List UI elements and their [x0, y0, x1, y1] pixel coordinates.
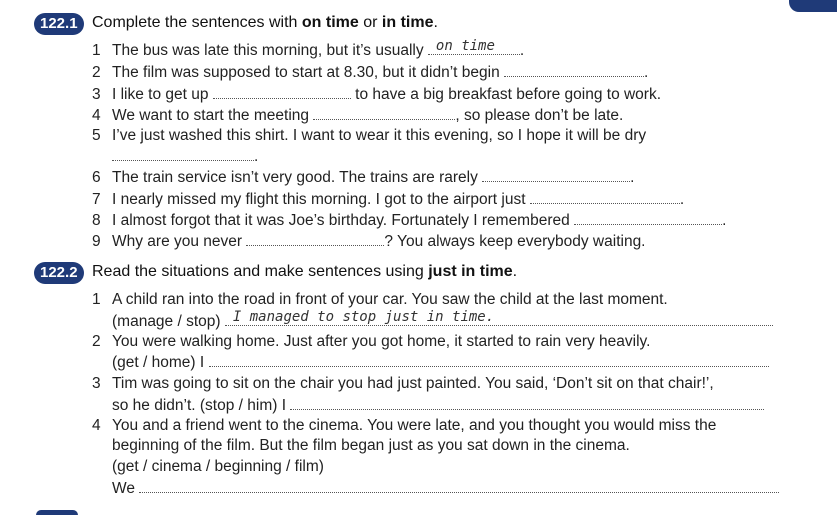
answer-blank[interactable] [428, 40, 520, 55]
handwritten-answer: I managed to stop just in time. [232, 309, 495, 325]
item-number: 1 [92, 42, 101, 59]
exercise-instruction-2 [92, 263, 517, 281]
sentence-8 [92, 210, 726, 231]
item-number: 4 [92, 107, 101, 124]
situation-2 [92, 332, 650, 352]
instruction-text: Complete the sentences with [92, 14, 302, 31]
cue-text: (get / home) I [112, 354, 205, 371]
situation-2-answer [112, 352, 769, 373]
answer-blank[interactable] [246, 231, 384, 246]
item-number: 5 [92, 127, 101, 144]
situation-text: You and a friend went to the cinema. You were late, and you thought you would miss the [112, 417, 717, 434]
instruction-text: . [512, 263, 518, 280]
situation-text: Tim was going to sit on the chair you had just painted. You said, ‘Don’t sit on that chair!’, [112, 375, 714, 392]
exercise-number-2: 122.2 [34, 262, 84, 284]
cue-text: (manage / stop) [112, 313, 221, 330]
answer-blank[interactable] [112, 146, 254, 161]
sentence-text: I almost forgot that it was Joe’s birthday. Fortunately I remembered [112, 212, 570, 229]
situation-4-line-3 [112, 457, 324, 477]
situation-4-line-2 [112, 436, 630, 456]
situation-4-answer [112, 478, 779, 499]
instruction-term: just in time [428, 263, 513, 280]
next-exercise-tab [36, 510, 78, 515]
sentence-5-answer-line [112, 146, 258, 167]
situation-text: beginning of the film. But the film began just as you sat down in the cinema. [112, 437, 630, 454]
answer-blank[interactable] [225, 311, 773, 326]
sentence-text: I like to get up [112, 86, 209, 103]
item-number: 4 [92, 417, 101, 434]
item-number: 2 [92, 64, 101, 81]
answer-blank[interactable] [530, 189, 680, 204]
instruction-text: or [358, 14, 382, 31]
answer-blank[interactable] [482, 167, 630, 182]
instruction-term: on time [301, 14, 359, 31]
item-number: 2 [92, 333, 101, 350]
item-number: 6 [92, 169, 101, 186]
item-number: 8 [92, 212, 101, 229]
instruction-text: . [433, 14, 438, 31]
sentence-1 [92, 40, 524, 61]
sentence-text: The film was supposed to start at 8.30, but it didn’t begin [112, 64, 500, 81]
item-number: 7 [92, 191, 101, 208]
answer-blank[interactable] [209, 352, 769, 367]
situation-1-answer [112, 311, 773, 332]
corner-tab [789, 0, 837, 12]
sentence-text: The train service isn’t very good. The trains are rarely [112, 169, 478, 186]
answer-blank[interactable] [139, 478, 779, 493]
sentence-text: I’ve just washed this shirt. I want to wear it this evening, so I hope it will be dry [112, 127, 647, 144]
sentence-end: ? You always keep everybody waiting. [384, 233, 646, 250]
item-number: 1 [92, 291, 101, 308]
sentence-text: I nearly missed my flight this morning. I got to the airport just [112, 191, 526, 208]
situation-text: (get / cinema / beginning / film) [112, 458, 324, 475]
sentence-text: The bus was late this morning, but it’s usually [112, 42, 424, 59]
cue-text: We [112, 480, 135, 497]
sentence-2 [92, 62, 648, 83]
answer-blank[interactable] [213, 84, 351, 99]
item-number: 3 [92, 375, 101, 392]
sentence-end: . [644, 64, 649, 81]
sentence-9 [92, 231, 646, 252]
sentence-end: to have a big breakfast before going to work. [355, 86, 662, 103]
item-number: 3 [92, 86, 101, 103]
sentence-5 [92, 126, 646, 146]
sentence-end: . [519, 42, 525, 59]
answer-blank[interactable] [290, 395, 764, 410]
answer-blank[interactable] [313, 105, 455, 120]
situation-text: You were walking home. Just after you got home, it started to rain very heavily. [112, 333, 651, 350]
sentence-end: . [722, 212, 727, 229]
exercise-instruction-1 [92, 14, 438, 32]
sentence-4 [92, 105, 623, 126]
sentence-7 [92, 189, 684, 210]
exercise-number-1: 122.1 [34, 13, 84, 35]
sentence-6 [92, 167, 634, 188]
sentence-end: , so please don’t be late. [455, 107, 624, 124]
sentence-end: . [630, 169, 635, 186]
situation-text: A child ran into the road in front of your car. You saw the child at the last moment. [112, 291, 668, 308]
sentence-end: . [254, 148, 259, 165]
cue-text: so he didn’t. (stop / him) I [112, 397, 287, 414]
sentence-text: We want to start the meeting [112, 107, 310, 124]
sentence-3 [92, 84, 661, 105]
sentence-text: Why are you never [112, 233, 243, 250]
situation-3-answer [112, 395, 764, 416]
handwritten-answer: on time [435, 38, 495, 54]
situation-4 [92, 416, 716, 436]
instruction-term: in time [381, 14, 434, 31]
sentence-end: . [679, 191, 685, 208]
answer-blank[interactable] [574, 210, 722, 225]
situation-3 [92, 374, 714, 394]
instruction-text: Read the situations and make sentences using [92, 263, 429, 280]
answer-blank[interactable] [504, 62, 644, 77]
item-number: 9 [92, 233, 101, 250]
